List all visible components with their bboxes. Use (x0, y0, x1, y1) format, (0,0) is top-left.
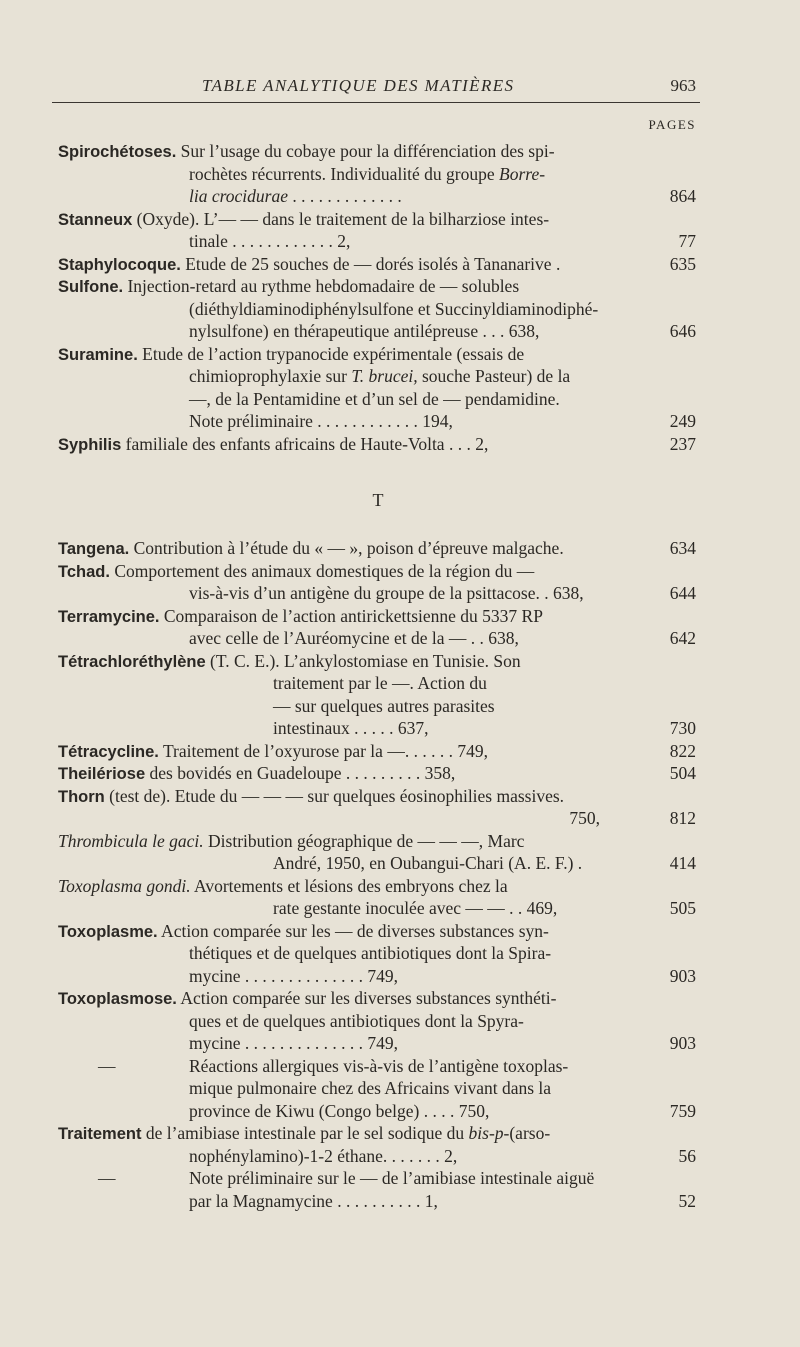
page-ref: 903 (669, 1033, 696, 1053)
index-entry (58, 605, 698, 650)
entry-text: chimioprophylaxie sur (189, 366, 352, 386)
page-ref: 634 (669, 538, 696, 558)
entry-text: (T. C. E.). L’ankylostomiase en Tunisie. Son (205, 650, 521, 671)
entry-headword: Tétrachloréthylène (58, 652, 206, 671)
entry-text: Distribution géographique de — — —, Marc (203, 830, 525, 851)
entry-line (58, 1032, 698, 1055)
entry-line (58, 410, 698, 433)
entry-text: (test de). Etude du — — — sur quelques éosinophilies massives. (104, 785, 565, 806)
entries-t (58, 537, 698, 1212)
entry-text: —, de la Pentamidine et d’un sel de — pendamidine. (189, 388, 560, 409)
entry-line (58, 965, 698, 988)
entry-headword: Toxoplasmose. (58, 990, 177, 1008)
entry-line (58, 875, 698, 898)
entry-text: par la Magnamycine . . . . . . . . . . 1, (189, 1190, 438, 1211)
page-ref: 414 (669, 853, 696, 873)
index-entry (58, 1167, 698, 1212)
page-ref: 903 (669, 965, 696, 986)
index-entry (58, 275, 698, 343)
index-entry (58, 560, 698, 605)
entry-line (58, 650, 698, 673)
page-ref: 644 (669, 583, 696, 603)
entry-text: Note préliminaire . . . . . . . . . . . . 194, (189, 411, 453, 431)
entry-text: Etude de l’action trypanocide expérimentale (essais de (137, 343, 525, 364)
entries-s (58, 140, 698, 455)
entry-line (58, 1190, 698, 1213)
entry-text: mycine . . . . . . . . . . . . . . 749, (189, 1033, 399, 1053)
entry-line (58, 1167, 698, 1190)
entry-text: thétiques et de quelques antibiotiques dont la Spira- (189, 943, 552, 963)
entry-text: souche Pasteur) de la (417, 366, 571, 386)
entry-italic: lia crocidurae (189, 186, 288, 206)
entry-line (58, 830, 698, 853)
repeat-dash: — (98, 1055, 116, 1076)
page-ref: 646 (669, 321, 696, 341)
page-ref: 864 (669, 186, 696, 206)
entry-line (58, 140, 698, 163)
index-entries (58, 140, 698, 1212)
entry-text: nophénylamino)-1-2 éthane. . . . . . . 2, (189, 1145, 458, 1166)
entry-text: Comportement des animaux domestiques de la région du — (109, 560, 535, 581)
entry-line (58, 1010, 698, 1033)
entry-text: avec celle de l’Auréomycine et de la — . . 638, (189, 628, 519, 648)
entry-line (58, 1055, 698, 1078)
page-ref: 505 (669, 898, 696, 918)
entry-headword: Tchad. (58, 562, 110, 581)
page-ref: 249 (669, 411, 696, 431)
entry-text: nylsulfone) en thérapeutique antilépreuse . . . 638, (189, 321, 540, 341)
page-ref: 812 (669, 808, 696, 828)
entry-text: Traitement de l’oxyurose par la —. . . . . . 749, (158, 740, 488, 761)
entry-headword-italic: Toxoplasma gondi. (58, 875, 191, 896)
entry-text: Contribution à l’étude du « — », poison d’épreuve malgache. (129, 538, 564, 558)
entry-line (58, 1122, 698, 1145)
entry-text: Réactions allergiques vis-à-vis de l’antigène toxoplas- (189, 1055, 569, 1076)
index-entry (58, 343, 698, 433)
entry-headword: Terramycine. (58, 607, 160, 626)
entry-text: Etude de 25 souches de — dorés isolés à Tananarive . (180, 253, 561, 274)
page-ref: 635 (669, 253, 696, 274)
page-ref: 237 (669, 433, 696, 454)
entry-line (58, 320, 698, 343)
entry-headword: Syphilis (58, 435, 122, 454)
repeat-dash: — (98, 1168, 116, 1188)
index-entry (58, 740, 698, 763)
entry-text: familiale des enfants africains de Haute-Volta . . . 2, (121, 433, 489, 454)
index-entry (58, 1122, 698, 1167)
running-title: TABLE ANALYTIQUE DES MATIÈRES (202, 76, 515, 95)
index-entry (58, 830, 698, 875)
entry-text: traitement par le —. Action du (273, 673, 487, 693)
entry-headword: Sulfone. (58, 278, 124, 296)
entry-text: . . . . . . . . . . . . . (287, 186, 402, 206)
index-entry (58, 987, 698, 1055)
entry-text: mique pulmonaire chez des Africains vivant dans la (189, 1078, 552, 1098)
entry-line (58, 852, 698, 875)
entry-headword: Traitement (58, 1125, 142, 1143)
entry-line (58, 717, 698, 740)
entry-headword: Theilériose (58, 765, 146, 783)
entry-text: mycine . . . . . . . . . . . . . . 749, (189, 965, 399, 986)
entry-headword: Thorn (58, 787, 105, 806)
entry-line (58, 1145, 698, 1168)
entry-text: ques et de quelques antibiotiques dont la Spyra- (189, 1010, 524, 1031)
index-entry (58, 762, 698, 785)
entry-headword: Spirochétoses. (58, 143, 177, 161)
entry-text: Action comparée sur les — de diverses substances syn- (157, 920, 549, 941)
entry-line (58, 537, 698, 560)
page-ref: 759 (669, 1100, 696, 1121)
entry-text: tinale . . . . . . . . . . . . 2, (189, 231, 351, 251)
entry-line (58, 582, 698, 605)
entry-line (58, 605, 698, 628)
entry-text: Comparaison de l’action antirickettsienne du 5337 RP (159, 605, 543, 626)
entry-line (58, 1100, 698, 1123)
entry-line (58, 560, 698, 583)
entry-line (58, 627, 698, 650)
entry-text: (arso- (509, 1123, 551, 1143)
entry-text: province de Kiwu (Congo belge) . . . . 750, (189, 1100, 490, 1121)
index-entry (58, 433, 698, 456)
entry-text: Note préliminaire sur le — de l’amibiase intestinale aiguë (189, 1168, 595, 1188)
page-ref: 730 (669, 718, 696, 738)
page-ref: 822 (669, 740, 696, 761)
entry-line (58, 807, 698, 830)
index-entry (58, 1055, 698, 1123)
entry-line (58, 163, 698, 186)
entry-line (58, 672, 698, 695)
page-ref: 52 (678, 1190, 696, 1211)
index-entry (58, 920, 698, 988)
entry-line (58, 230, 698, 253)
index-entry (58, 253, 698, 276)
entry-italic: T. brucei, (351, 366, 418, 386)
entry-text: des bovidés en Guadeloupe . . . . . . . . . 358, (145, 763, 456, 783)
entry-text: (diéthyldiaminodiphénylsulfone et Succinyldiaminodiphé- (189, 298, 599, 319)
entry-italic: bis-p- (468, 1123, 510, 1143)
entry-headword: Staphylocoque. (58, 255, 181, 274)
entry-text: Sur l’usage du cobaye pour la différenciation des spi- (176, 141, 555, 161)
section-letter: T (372, 490, 384, 510)
entry-text: 750, (569, 808, 600, 828)
entry-line (58, 695, 698, 718)
entry-headword: Suramine. (58, 345, 138, 364)
entry-line (58, 987, 698, 1010)
entry-line (58, 365, 698, 388)
entry-headword: Tangena. (58, 540, 130, 558)
entry-line (58, 275, 698, 298)
entry-line (58, 343, 698, 366)
entry-headword-italic: Thrombicula le gaci. (58, 830, 204, 851)
entry-line (58, 185, 698, 208)
entry-line (58, 762, 698, 785)
entry-text: vis-à-vis d’un antigène du groupe de la psittacose. . 638, (189, 583, 584, 603)
index-entry (58, 537, 698, 560)
page-number: 963 (670, 76, 696, 95)
index-entry (58, 650, 698, 740)
entry-line (58, 388, 698, 411)
entry-line (58, 897, 698, 920)
entry-text: Action comparée sur les diverses substances synthéti- (176, 988, 557, 1008)
entry-text: intestinaux . . . . . 637, (273, 718, 429, 738)
entry-line (58, 920, 698, 943)
entry-headword: Toxoplasme. (58, 922, 158, 941)
page-ref: 642 (669, 628, 696, 648)
index-entry (58, 875, 698, 920)
entry-headword: Stanneux (58, 210, 133, 229)
entry-text: Injection-retard au rythme hebdomadaire de — solubles (123, 276, 520, 296)
entry-line (58, 253, 698, 276)
entry-text: André, 1950, en Oubangui-Chari (A. E. F.) . (273, 853, 583, 873)
index-entry (58, 140, 698, 208)
entry-text: rochètes récurrents. Individualité du groupe (189, 163, 500, 184)
entry-italic: Borre- (499, 163, 546, 184)
entry-line (58, 208, 698, 231)
index-entry (58, 785, 698, 830)
entry-line (58, 740, 698, 763)
page-ref: 56 (678, 1145, 696, 1166)
page-ref: 77 (678, 231, 696, 251)
entry-line (58, 433, 698, 456)
entry-text: rate gestante inoculée avec — — . . 469, (273, 898, 558, 918)
entry-text: (Oxyde). L’— — dans le traitement de la bilharziose intes- (132, 208, 550, 229)
entry-text: de l’amibiase intestinale par le sel sodique du (141, 1123, 469, 1143)
page-ref: 504 (669, 763, 696, 783)
entry-line (58, 942, 698, 965)
page-header (52, 72, 700, 103)
entry-headword: Tétracycline. (58, 742, 159, 761)
entry-text: Avortements et lésions des embryons chez la (190, 875, 508, 896)
entry-line (58, 298, 698, 321)
index-entry (58, 208, 698, 253)
entry-line (58, 1077, 698, 1100)
entry-line (58, 785, 698, 808)
entry-text: — sur quelques autres parasites (273, 695, 495, 716)
pages-column-label: PAGES (648, 117, 696, 132)
